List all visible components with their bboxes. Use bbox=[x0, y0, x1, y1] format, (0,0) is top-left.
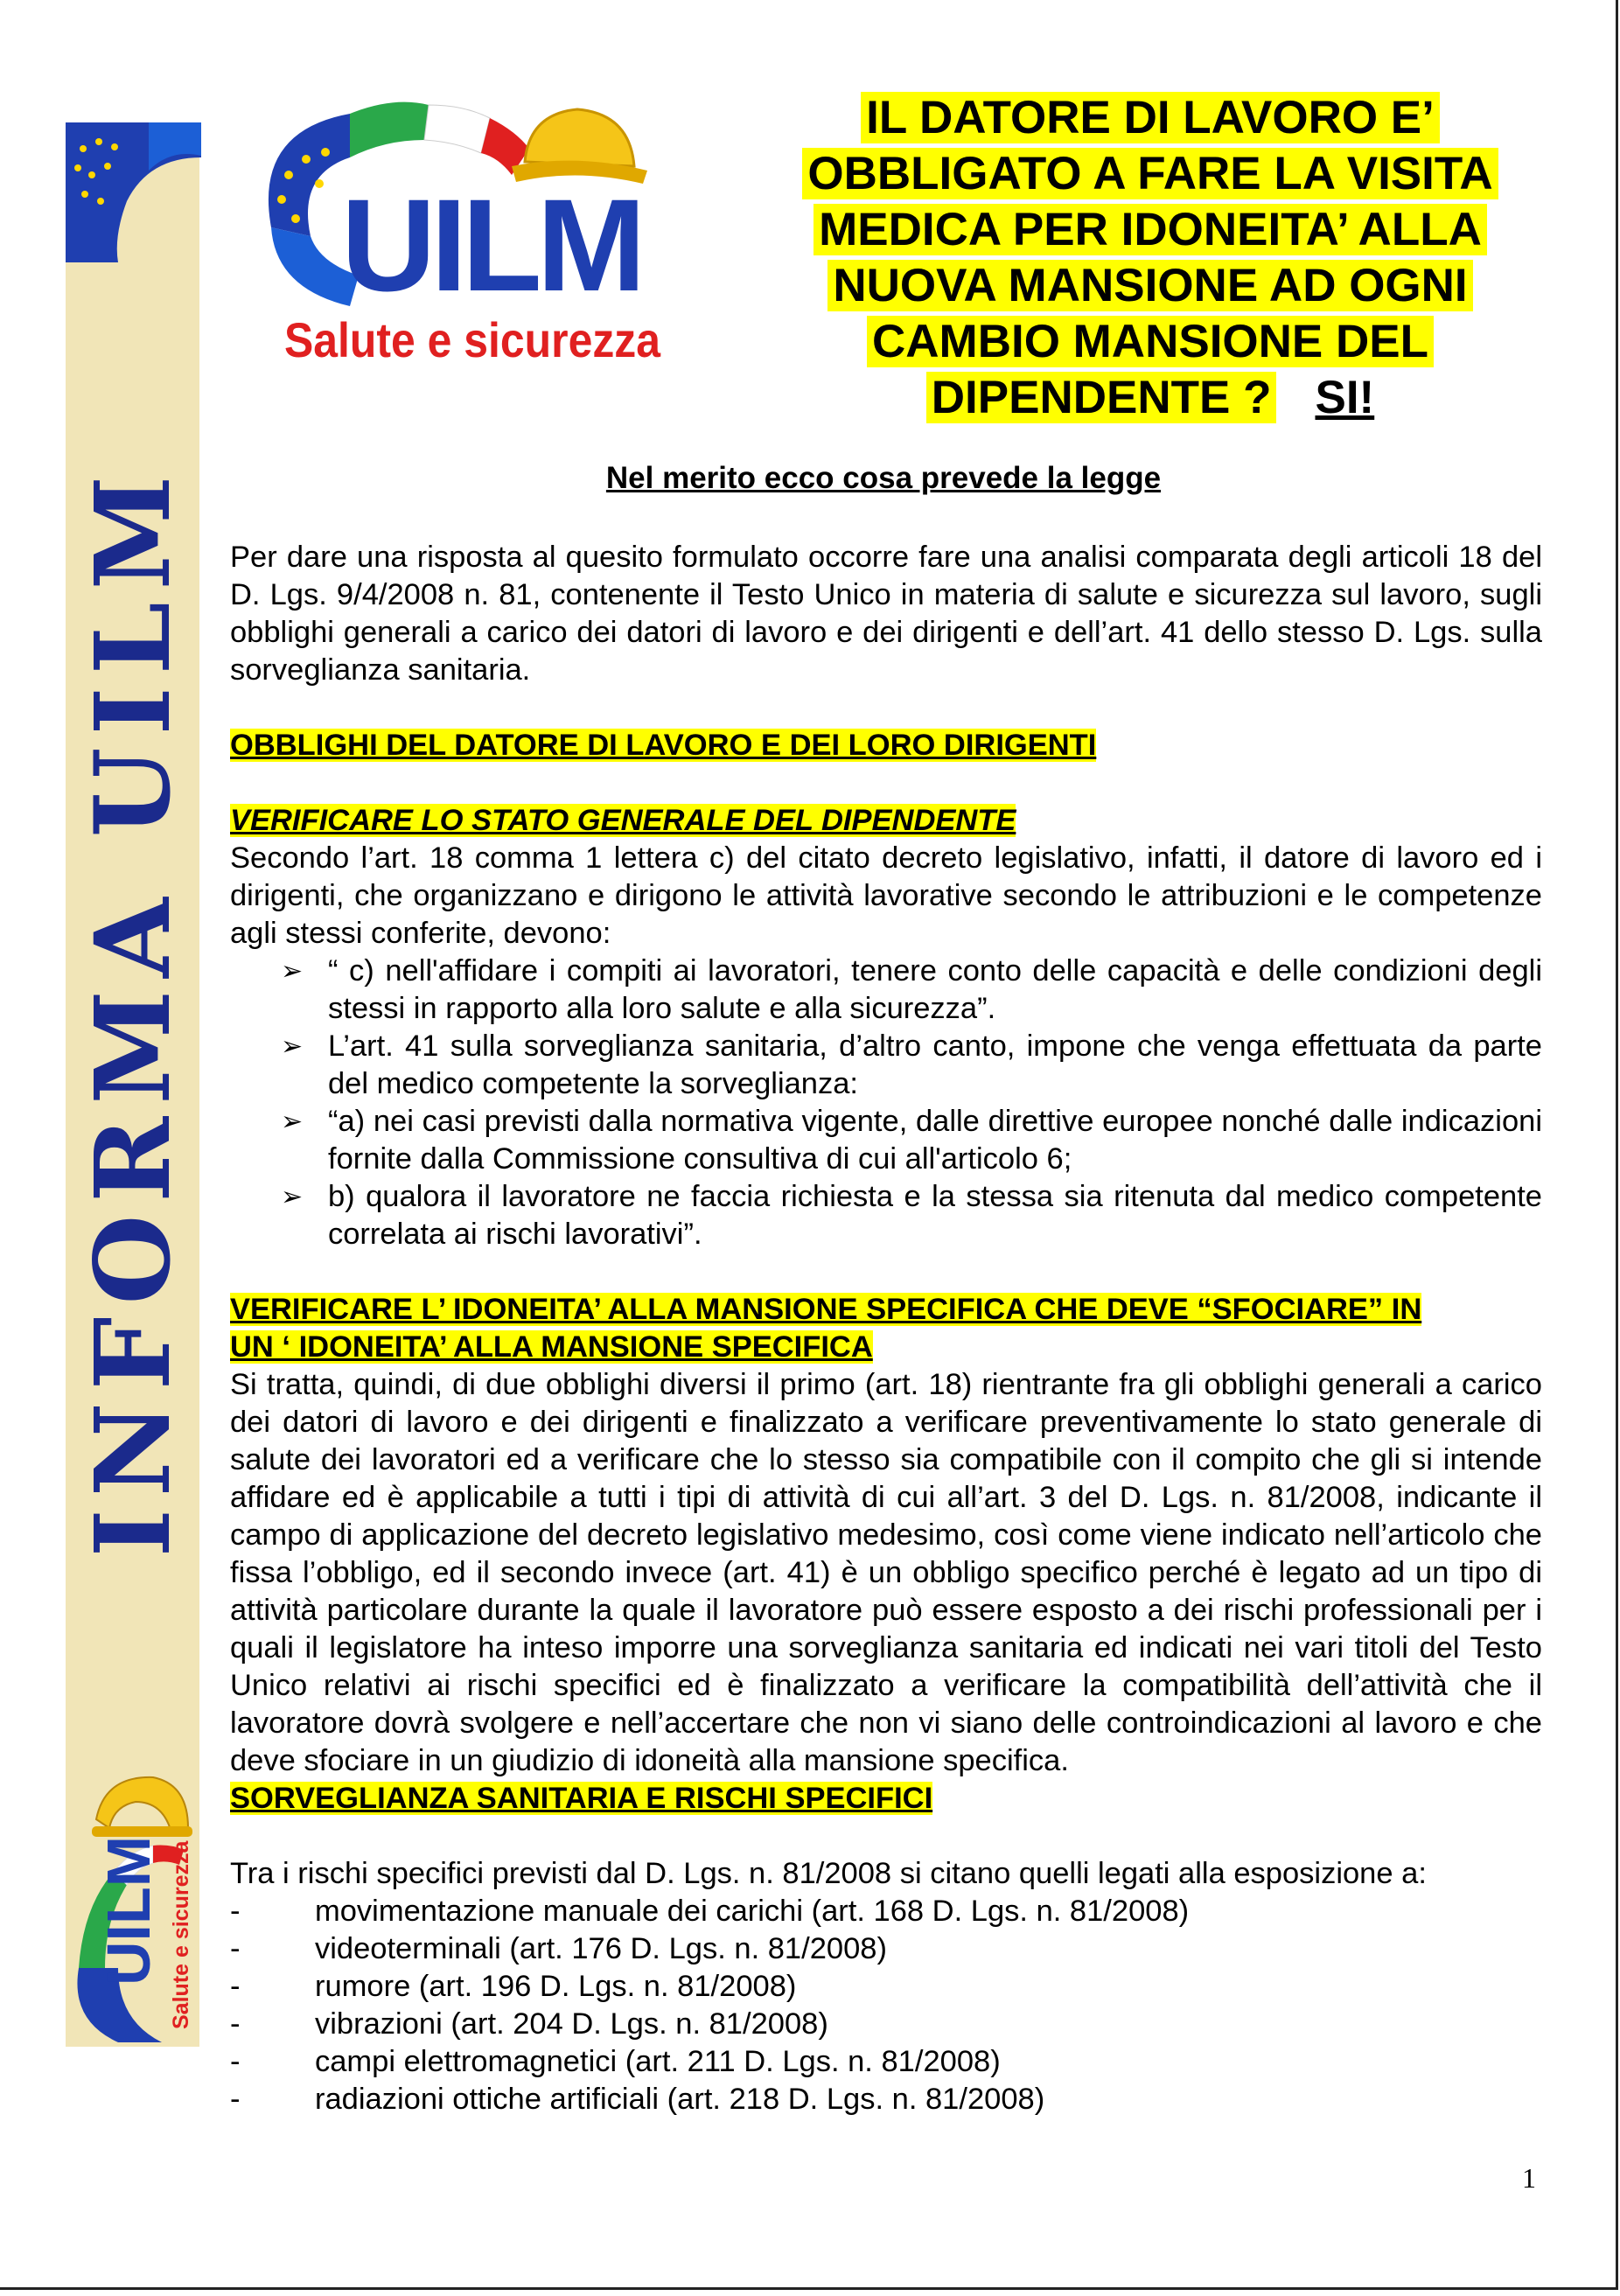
list-item bbox=[230, 2006, 1542, 2043]
dash-marker: - bbox=[230, 2045, 241, 2078]
list-item bbox=[230, 1178, 1542, 1253]
list-item bbox=[230, 2081, 1542, 2118]
sidebar-logo-tagline: Salute e sicurezza bbox=[169, 1840, 193, 2029]
list-item bbox=[230, 2043, 1542, 2081]
title-line-4: NUOVA MANSIONE AD OGNI bbox=[827, 260, 1472, 311]
document-body bbox=[230, 539, 1542, 2118]
list-item bbox=[230, 1893, 1542, 1930]
bullet-arrow-icon: ➢ bbox=[281, 1182, 304, 1212]
dash-marker: - bbox=[230, 2083, 241, 2116]
page-title bbox=[713, 90, 1588, 426]
dash-marker: - bbox=[230, 1970, 241, 2003]
uilm-logo-icon bbox=[236, 79, 691, 376]
list-item-text: rumore (art. 196 D. Lgs. n. 81/2008) bbox=[315, 1970, 797, 2003]
page-number: 1 bbox=[1522, 2162, 1536, 2194]
sidebar-vertical-title: INFORMA UILM bbox=[72, 463, 193, 1558]
title-line-2: OBBLIGATO A FARE LA VISITA bbox=[802, 148, 1498, 199]
logo-tagline-text: Salute e sicurezza bbox=[284, 312, 661, 367]
list-item-text: vibrazioni (art. 204 D. Lgs. n. 81/2008) bbox=[315, 2007, 828, 2041]
section-heading-idoneita-1: VERIFICARE L’ IDONEITA’ ALLA MANSIONE SPECIFICA CHE DEVE “SFOCIARE” IN bbox=[230, 1293, 1422, 1326]
list-item bbox=[230, 1103, 1542, 1178]
list-item-text: b) qualora il lavoratore ne faccia richiesta e la stessa sia ritenuta dal medico competente correlata ai rischi lavorativi”. bbox=[328, 1180, 1542, 1251]
list-item-text: “a) nei casi previsti dalla normativa vigente, dalle direttive europee nonché dalle indicazioni fornite dalla Commissione consultiva di cui all'articolo 6; bbox=[328, 1105, 1542, 1176]
section-paragraph-idoneita: Si tratta, quindi, di due obblighi diversi il primo (art. 18) rientrante fra gli obblighi generali a carico dei datori di lavoro e dei dirigenti e finalizzato a verificare preventivamente lo stato generale di salute dei lavoratori ed a verificare che lo stesso sia compatibile con il compito che gli si intende affidare ed è applicabile a tutti i tipi di attività di cui all’art. 3 del D. Lgs. n. 81/2008, indicante il campo di applicazione del decreto legislativo medesimo, così come viene indicato nell’articolo che fissa l’obbligo, ed il secondo invece (art. 41) è un obbligo specifico perché è legato ad un tipo di attività particolare durante la quale il lavoratore può essere esposto a dei rischi professionali per i quali il legislatore ha inteso imporre una sorveglianza sanitaria ed indicati nei vari titoli del Testo Unico relativi ai rischi specifici ed è finalizzato a verificare la compatibilità dell’attività che il lavoratore dovrà svolgere e nell’accertare che non vi siano delle controindicazioni al lavoro e che deve sfociare in un giudizio di idoneità alla mansione specifica. bbox=[230, 1368, 1542, 1777]
title-line-3: MEDICA PER IDONEITA’ ALLA bbox=[813, 204, 1487, 255]
sidebar-logo-icon bbox=[66, 1767, 201, 2047]
list-item bbox=[230, 1930, 1542, 1968]
list-item-text: movimentazione manuale dei carichi (art. 168 D. Lgs. n. 81/2008) bbox=[315, 1895, 1190, 1928]
bullet-arrow-icon: ➢ bbox=[281, 956, 304, 987]
list-item-text: radiazioni ottiche artificiali (art. 218 D. Lgs. n. 81/2008) bbox=[315, 2083, 1045, 2116]
list-item-text: L’art. 41 sulla sorveglianza sanitaria, d’altro canto, impone che venga effettuata da parte del medico competente la sorveglianza: bbox=[328, 1029, 1542, 1100]
list-item bbox=[230, 1028, 1542, 1103]
list-item-text: “ c) nell'affidare i compiti ai lavoratori, tenere conto delle capacità e delle condizioni degli stessi in rapporto alla loro salute e alla sicurezza”. bbox=[328, 954, 1542, 1025]
dash-marker: - bbox=[230, 2007, 241, 2041]
sidebar-logo-brand: UILM bbox=[94, 1835, 163, 1985]
bullet-arrow-icon: ➢ bbox=[281, 1031, 304, 1062]
list-item-text: videoterminali (art. 176 D. Lgs. n. 81/2008) bbox=[315, 1932, 887, 1965]
section-heading-sorveglianza: SORVEGLIANZA SANITARIA E RISCHI SPECIFICI bbox=[230, 1782, 933, 1815]
title-line-5: CAMBIO MANSIONE DEL bbox=[867, 316, 1434, 367]
logo-brand-text: UILM bbox=[341, 171, 641, 318]
sidebar-top-swoosh-icon bbox=[66, 122, 201, 262]
section-heading-stato-generale: VERIFICARE LO STATO GENERALE DEL DIPENDENTE bbox=[230, 804, 1016, 837]
dash-marker: - bbox=[230, 1895, 241, 1928]
subtitle: Nel merito ecco cosa prevede la legge bbox=[605, 461, 1162, 495]
list-item-text: campi elettromagnetici (art. 211 D. Lgs. n. 81/2008) bbox=[315, 2045, 1001, 2078]
title-line-1: IL DATORE DI LAVORO E’ bbox=[861, 92, 1440, 143]
title-answer: SI! bbox=[1315, 372, 1375, 423]
title-line-6: DIPENDENTE ? bbox=[926, 372, 1277, 423]
section-paragraph-stato-generale: Secondo l’art. 18 comma 1 lettera c) del citato decreto legislativo, infatti, il datore di lavoro ed i dirigenti, che organizzano e dirigono le attività lavorative secondo le attribuzioni e le competenze agli stessi conferite, devono: bbox=[230, 841, 1542, 950]
bullet-arrow-icon: ➢ bbox=[281, 1106, 304, 1137]
section-paragraph-rischi: Tra i rischi specifici previsti dal D. Lgs. n. 81/2008 si citano quelli legati alla esposizione a: bbox=[230, 1857, 1427, 1890]
dash-marker: - bbox=[230, 1932, 241, 1965]
list-item bbox=[230, 1968, 1542, 2006]
list-item bbox=[230, 953, 1542, 1028]
section-heading-obblighi: OBBLIGHI DEL DATORE DI LAVORO E DEI LORO DIRIGENTI bbox=[230, 729, 1097, 762]
intro-paragraph: Per dare una risposta al quesito formulato occorre fare una analisi comparata degli articoli 18 del D. Lgs. 9/4/2008 n. 81, contenente il Testo Unico in materia di salute e sicurezza sul lavoro, sugli obblighi generali a carico dei datori di lavoro e dei dirigenti e dell’art. 41 dello stesso D. Lgs. sulla sorveglianza sanitaria. bbox=[230, 541, 1542, 687]
section-heading-idoneita-2: UN ‘ IDONEITA’ ALLA MANSIONE SPECIFICA bbox=[230, 1330, 873, 1364]
